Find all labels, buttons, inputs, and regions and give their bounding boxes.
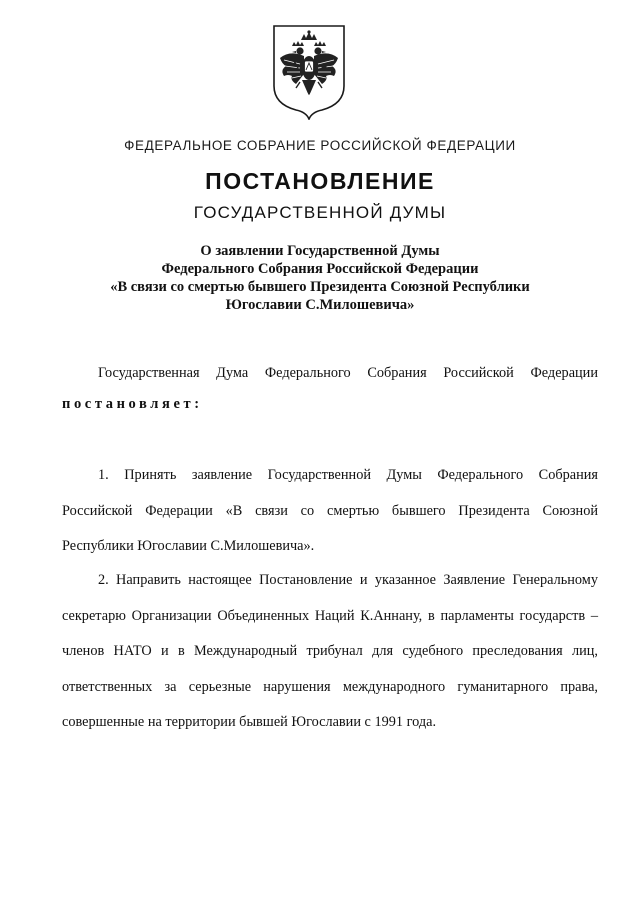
resolution-title-line: О заявлении Государственной Думы	[200, 243, 440, 259]
resolution-title-line: Югославии С.Милошевича»	[225, 297, 415, 313]
resolves-word: постановляет:	[62, 396, 203, 412]
resolution-title-line: «В связи со смертью бывшего Президента Союзной Республики	[110, 279, 530, 295]
resolution-item-2: 2. Направить настоящее Постановление и указанное Заявление Генеральному секретарю Организации Объединенных Наций К.Аннану, в парламенты государств – членов НАТО и в Международный трибунал для судебного преследования лиц, ответственных за серьезные нарушения международного гуманитарного права, совершенные на территории бывшей Югославии с 1991 года.	[62, 572, 598, 730]
resolution-title-line: Федерального Собрания Российской Федерации	[161, 261, 479, 277]
document-type-heading: ПОСТАНОВЛЕНИЕ	[205, 168, 435, 194]
coat-of-arms-icon	[270, 24, 348, 120]
resolution-item-1: 1. Принять заявление Государственной Думы Федерального Собрания Российской Федерации «В связи со смертью бывшего Президента Союзной Республики Югославии С.Милошевича».	[62, 467, 598, 554]
assembly-heading: ФЕДЕРАЛЬНОЕ СОБРАНИЕ РОССИЙСКОЙ ФЕДЕРАЦИИ	[124, 138, 516, 153]
resolution-title	[100, 242, 540, 314]
document-issuer-heading: ГОСУДАРСТВЕННОЙ ДУМЫ	[193, 203, 447, 222]
intro-paragraph: Государственная Дума Федерального Собрания Российской Федерации	[98, 365, 598, 381]
